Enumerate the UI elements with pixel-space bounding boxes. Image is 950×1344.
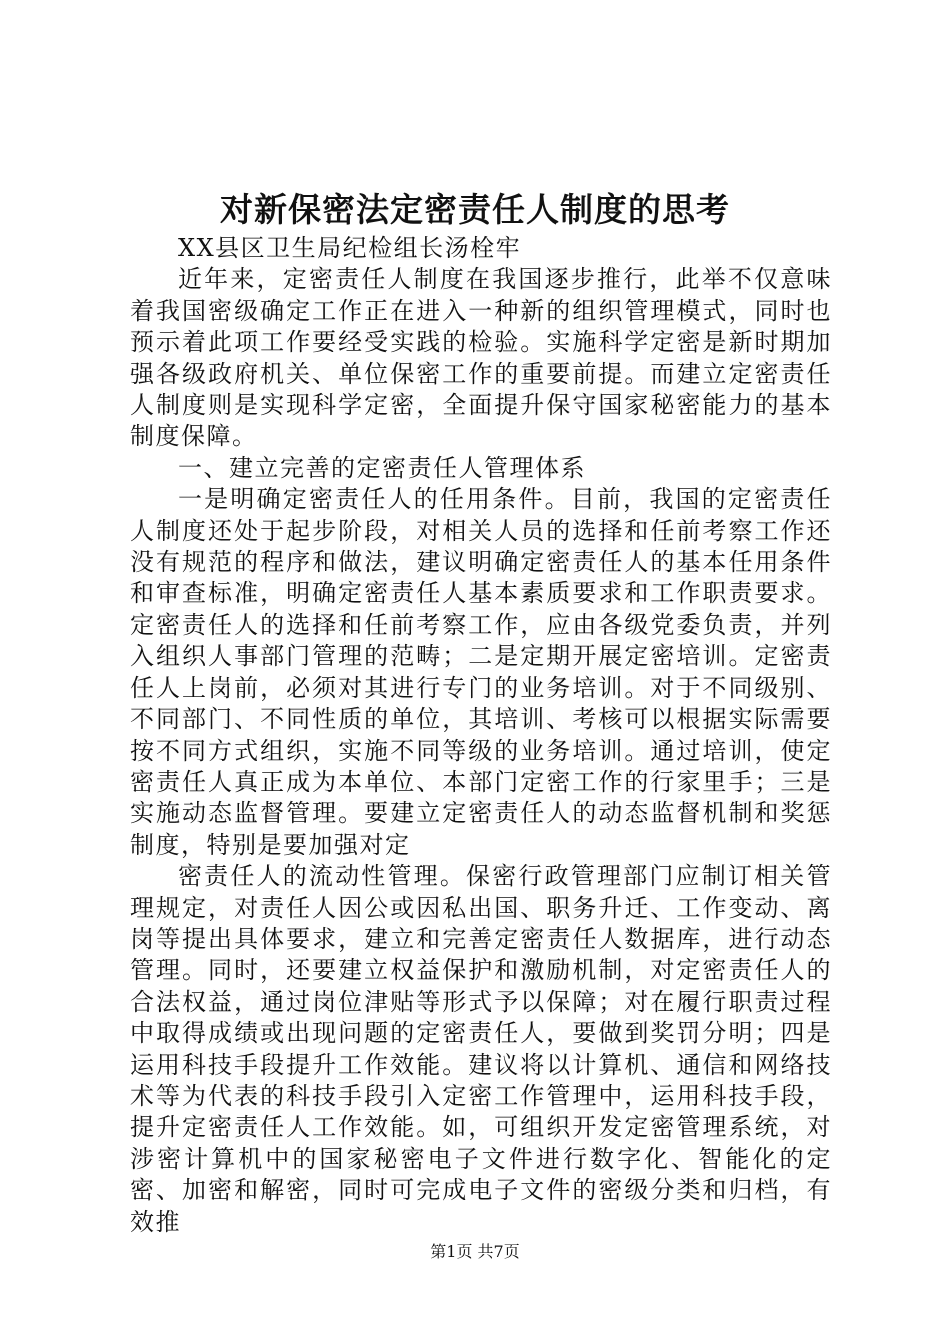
section-heading: 一、建立完善的定密责任人管理体系	[178, 453, 586, 482]
intro-paragraph: 近年来，定密责任人制度在我国逐步推行，此举不仅意味着我国密级确定工作正在进入一种新的组织管理模式，同时也预示着此项工作要经受实践的检验。实施科学定密是新时期加强各级政府机关、单位保密工作的重要前提。而建立定密责任人制度则是实现科学定密，全面提升保守国家秘密能力的基本制度保障。	[130, 265, 832, 451]
document-title: 对新保密法定密责任人制度的思考	[220, 190, 730, 229]
body-paragraph: 一是明确定密责任人的任用条件。目前，我国的定密责任人制度还处于起步阶段，对相关人员的选择和任前考察工作还没有规范的程序和做法，建议明确定密责任人的基本任用条件和审查标准，明确定密责任人基本素质要求和工作职责要求。定密责任人的选择和任前考察工作，应由各级党委负责，并列入组织人事部门管理的范畴；二是定期开展定密培训。定密责任人上岗前，必须对其进行专门的业务培训。对于不同级别、不同部门、不同性质的单位，其培训、考核可以根据实际需要按不同方式组织，实施不同等级的业务培训。通过培训，使定密责任人真正成为本单位、本部门定密工作的行家里手；三是实施动态监督管理。要建立定密责任人的动态监督机制和奖惩制度，特别是要加强对定	[130, 485, 832, 859]
document-body	[130, 233, 832, 1238]
page-number-footer: 第1页 共7页	[430, 1242, 520, 1261]
author-line: XX县区卫生局纪检组长汤栓牢	[178, 234, 522, 262]
body-paragraph: 密责任人的流动性管理。保密行政管理部门应制订相关管理规定，对责任人因公或因私出国、职务升迁、工作变动、离岗等提出具体要求，建立和完善定密责任人数据库，进行动态管理。同时，还要建立权益保护和激励机制，对定密责任人的合法权益，通过岗位津贴等形式予以保障；对在履行职责过程中取得成绩或出现问题的定密责任人，要做到奖罚分明；四是运用科技手段提升工作效能。建议将以计算机、通信和网络技术等为代表的科技手段引入定密工作管理中，运用科技手段，提升定密责任人工作效能。如，可组织开发定密管理系统，对涉密计算机中的国家秘密电子文件进行数字化、智能化的定密、加密和解密，同时可完成电子文件的密级分类和归档，有效推	[130, 862, 832, 1236]
